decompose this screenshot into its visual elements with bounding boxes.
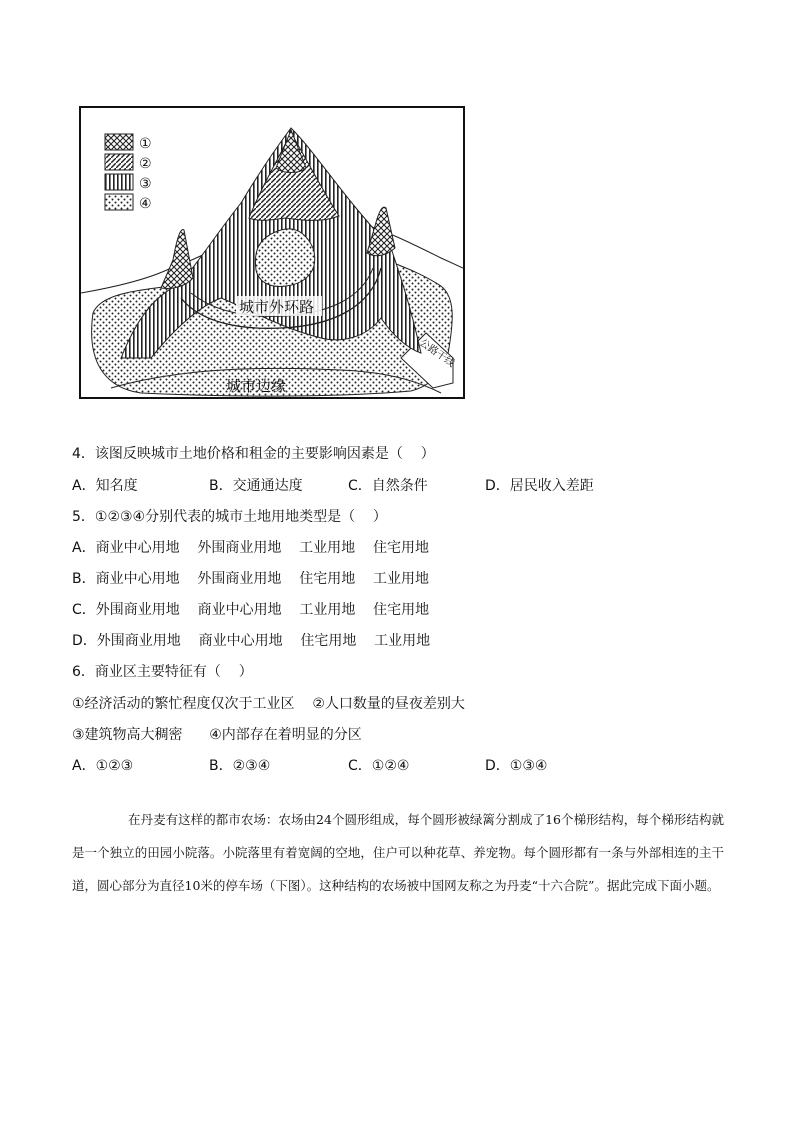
q4-option-d[interactable]: D．居民收入差距	[485, 478, 594, 494]
q6-stem: 6．商业区主要特征有（ ）	[72, 664, 253, 680]
q6-option-a[interactable]: A．①②③	[72, 758, 134, 774]
q6-option-c[interactable]: C．①②④	[348, 758, 410, 774]
q5-option-b[interactable]: B．商业中心用地 外围商业用地 住宅用地 工业用地	[72, 571, 430, 587]
city-edge-label: 城市边缘	[226, 377, 287, 395]
q5-option-c[interactable]: C．外围商业用地 商业中心用地 工业用地 住宅用地	[72, 602, 430, 618]
legend-label-3: ③	[139, 176, 152, 192]
legend-label-1: ①	[139, 136, 152, 152]
q5-option-a[interactable]: A．商业中心用地 外围商业用地 工业用地 住宅用地	[72, 540, 429, 556]
zone-1-left-peak	[161, 230, 193, 289]
legend	[105, 134, 152, 212]
q6-statement-2: ③建筑物高大稠密 ④内部存在着明显的分区	[72, 727, 362, 743]
q4-option-b[interactable]: B．交通通达度	[209, 478, 303, 494]
q5-stem: 5．①②③④分别代表的城市土地用地类型是（ ）	[72, 509, 387, 525]
q4-options	[72, 476, 594, 496]
q5-option-d[interactable]: D．外围商业用地 商业中心用地 住宅用地 工业用地	[72, 633, 431, 649]
legend-label-2: ②	[139, 156, 152, 172]
q4-option-c[interactable]: C．自然条件	[348, 478, 428, 494]
q4-stem: 4．该图反映城市土地价格和租金的主要影响因素是（ ）	[72, 446, 435, 462]
highway-label: 公路干线	[417, 337, 457, 370]
q4-option-a[interactable]: A．知名度	[72, 478, 138, 494]
legend-label-4: ④	[139, 196, 152, 212]
land-rent-figure	[79, 106, 465, 399]
reading-passage: 在丹麦有这样的都市农场：农场由24个圆形组成，每个圆形被绿篱分割成了16个梯形结构，每个梯形结构就是一个独立的田园小院落。小院落里有着宽阔的空地，住户可以种花草、养宠物。每个圆形都有一条与外部相连的主干道，圆心部分为直径10米的停车场（下图）。这种结构的农场被中国网友称之为丹麦“十六合院”。据此完成下面小题。	[72, 812, 724, 893]
q6-option-b[interactable]: B．②③④	[209, 758, 271, 774]
q6-statement-1: ①经济活动的繁忙程度仅次于工业区 ②人口数量的昼夜差别大	[72, 696, 465, 712]
q6-options	[72, 756, 547, 776]
q6-option-d[interactable]: D．①③④	[485, 758, 548, 774]
ring-road-label: 城市外环路	[239, 298, 315, 316]
